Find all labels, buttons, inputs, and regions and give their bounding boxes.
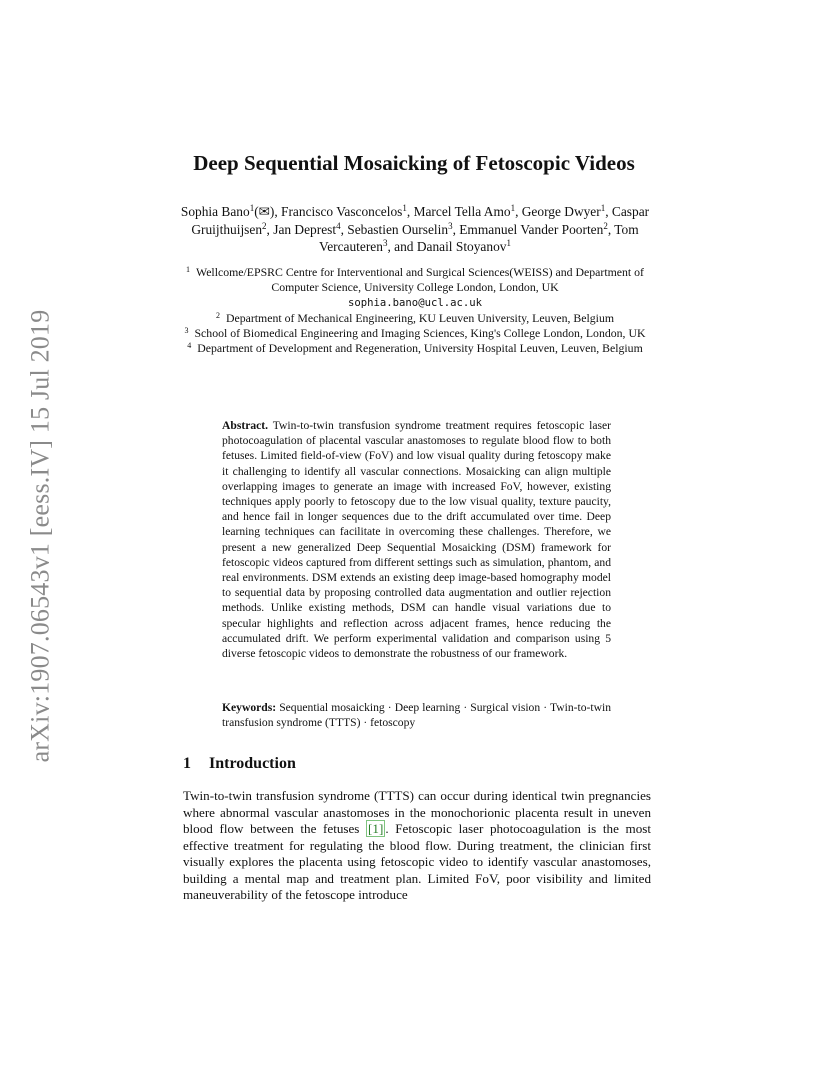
author-name: , Marcel Tella Amo (406, 204, 511, 219)
affiliation-number: 3 (184, 326, 189, 335)
paper-title: Deep Sequential Mosaicking of Fetoscopic Videos (193, 151, 635, 175)
citation-link[interactable]: [1] (368, 821, 384, 836)
keywords-label: Keywords: (222, 701, 277, 714)
intro-text: . Fetoscopic laser photocoagulation is the most effective treatment for regulating the blood flow. During treatment, the clinician first visually explores the placenta using fetoscopic video to identify vascular anastomoses, building a mental map and treatment plan. Limited FoV, poor visibility and limited maneuverability of the fetoscope introduce (183, 821, 652, 902)
abstract-text: Twin-to-twin transfusion syndrome treatment requires fetoscopic laser photocoagulation of placental vascular anastomoses to regulate blood flow to both fetuses. Limited field-of-view (FoV) and low visual quality during fetoscopy make it challenging to identify all vascular connections. Mosaicking can align multiple overlapping images to generate an image with increased FoV, however, existing techniques apply poorly to fetoscopy due to the low visual quality, texture paucity, and hence fail in longer sequences due to the drift accumulated over time. Deep learning techniques can facilitate in overcoming these challenges. Therefore, we present a new generalized Deep Sequential Mosaicking (DSM) framework for fetoscopic videos captured from different settings such as simulation, phantom, and real environments. DSM extends an existing deep image-based homography model to sequential data by proposing controlled data augmentation and outlier rejection methods. Unlike existing methods, DSM can handle visual variations due to specular highlights and reflection across adjacent frames, hence reducing the accumulated drift. We perform experimental validation and comparison using 5 diverse fetoscopic videos to demonstrate the robustness of our framework. (222, 419, 611, 661)
affiliation-number: 1 (186, 265, 190, 274)
affiliation-3 (170, 326, 660, 341)
section-number: 1 (183, 755, 191, 772)
affiliation-number: 2 (215, 311, 220, 320)
author-name: , Emmanuel Vander Poorten (452, 221, 604, 237)
section-heading (183, 755, 296, 773)
author-name: , Jan Deprest (266, 221, 337, 237)
author-sup: 1 (249, 203, 255, 213)
author-name: , Caspar Gruijthuijsen (191, 204, 650, 237)
author-sup: 2 (603, 220, 608, 231)
arxiv-stamp-text: arXiv:1907.06543v1 [eess.IV] 15 Jul 2019 (25, 309, 54, 763)
affiliation-number: 4 (187, 341, 192, 350)
affiliation-list (170, 265, 660, 356)
author-name: , Francisco Vasconcelos (274, 204, 403, 219)
author-name: , Tom Vercauteren (319, 221, 639, 254)
section-title: Introduction (209, 755, 296, 772)
keywords-text: Sequential mosaicking · Deep learning · Surgical vision · Twin-to-twin transfusion syndrome (TTTS) · fetoscopy (222, 701, 611, 730)
intro-text: Twin-to-twin transfusion syndrome (TTTS) can occur during identical twin pregnancies where abnormal vascular anastomoses in the monochorionic placenta result in uneven blood flow between the fetuses (183, 788, 651, 836)
affiliation-text: Department of Development and Regeneration, University Hospital Leuven, Leuven, Belgium (197, 341, 643, 355)
arxiv-stamp (20, 296, 60, 776)
affiliation-text: Department of Mechanical Engineering, KU Leuven University, Leuven, Belgium (225, 311, 615, 325)
affiliation-2 (170, 311, 660, 326)
author-sup: 1 (506, 238, 511, 248)
author-sup: 3 (382, 238, 388, 248)
author-email-line (170, 295, 660, 311)
author-sup: 1 (600, 203, 606, 213)
affiliation-4 (170, 341, 660, 356)
affiliation-text: Wellcome/EPSRC Centre for Interventional and Surgical Sciences(WEISS) and Department of Computer Science, University College London, London, UK (196, 265, 644, 294)
author-name: , and Danail Stoyanov (387, 239, 507, 254)
author-email: sophia.bano@ucl.ac.uk (348, 297, 482, 309)
author-name: , Sebastien Ourselin (340, 221, 449, 237)
author-sup: 1 (402, 203, 407, 213)
affiliation-text: School of Biomedical Engineering and Imaging Sciences, King's College London, London, UK (194, 326, 646, 340)
affiliation-1 (170, 265, 660, 295)
author-name: , George Dwyer (515, 204, 601, 219)
author-list (170, 203, 660, 256)
author-name: Sophia Bano (180, 204, 250, 219)
author-sup: 3 (448, 220, 453, 231)
corresponding-mark: (✉) (254, 204, 275, 219)
author-sup: 1 (510, 203, 516, 213)
keywords (222, 700, 611, 730)
author-sup: 4 (336, 220, 341, 231)
abstract (222, 418, 611, 661)
author-sup: 2 (262, 220, 267, 231)
intro-paragraph (183, 788, 651, 904)
abstract-label: Abstract. (222, 419, 269, 432)
